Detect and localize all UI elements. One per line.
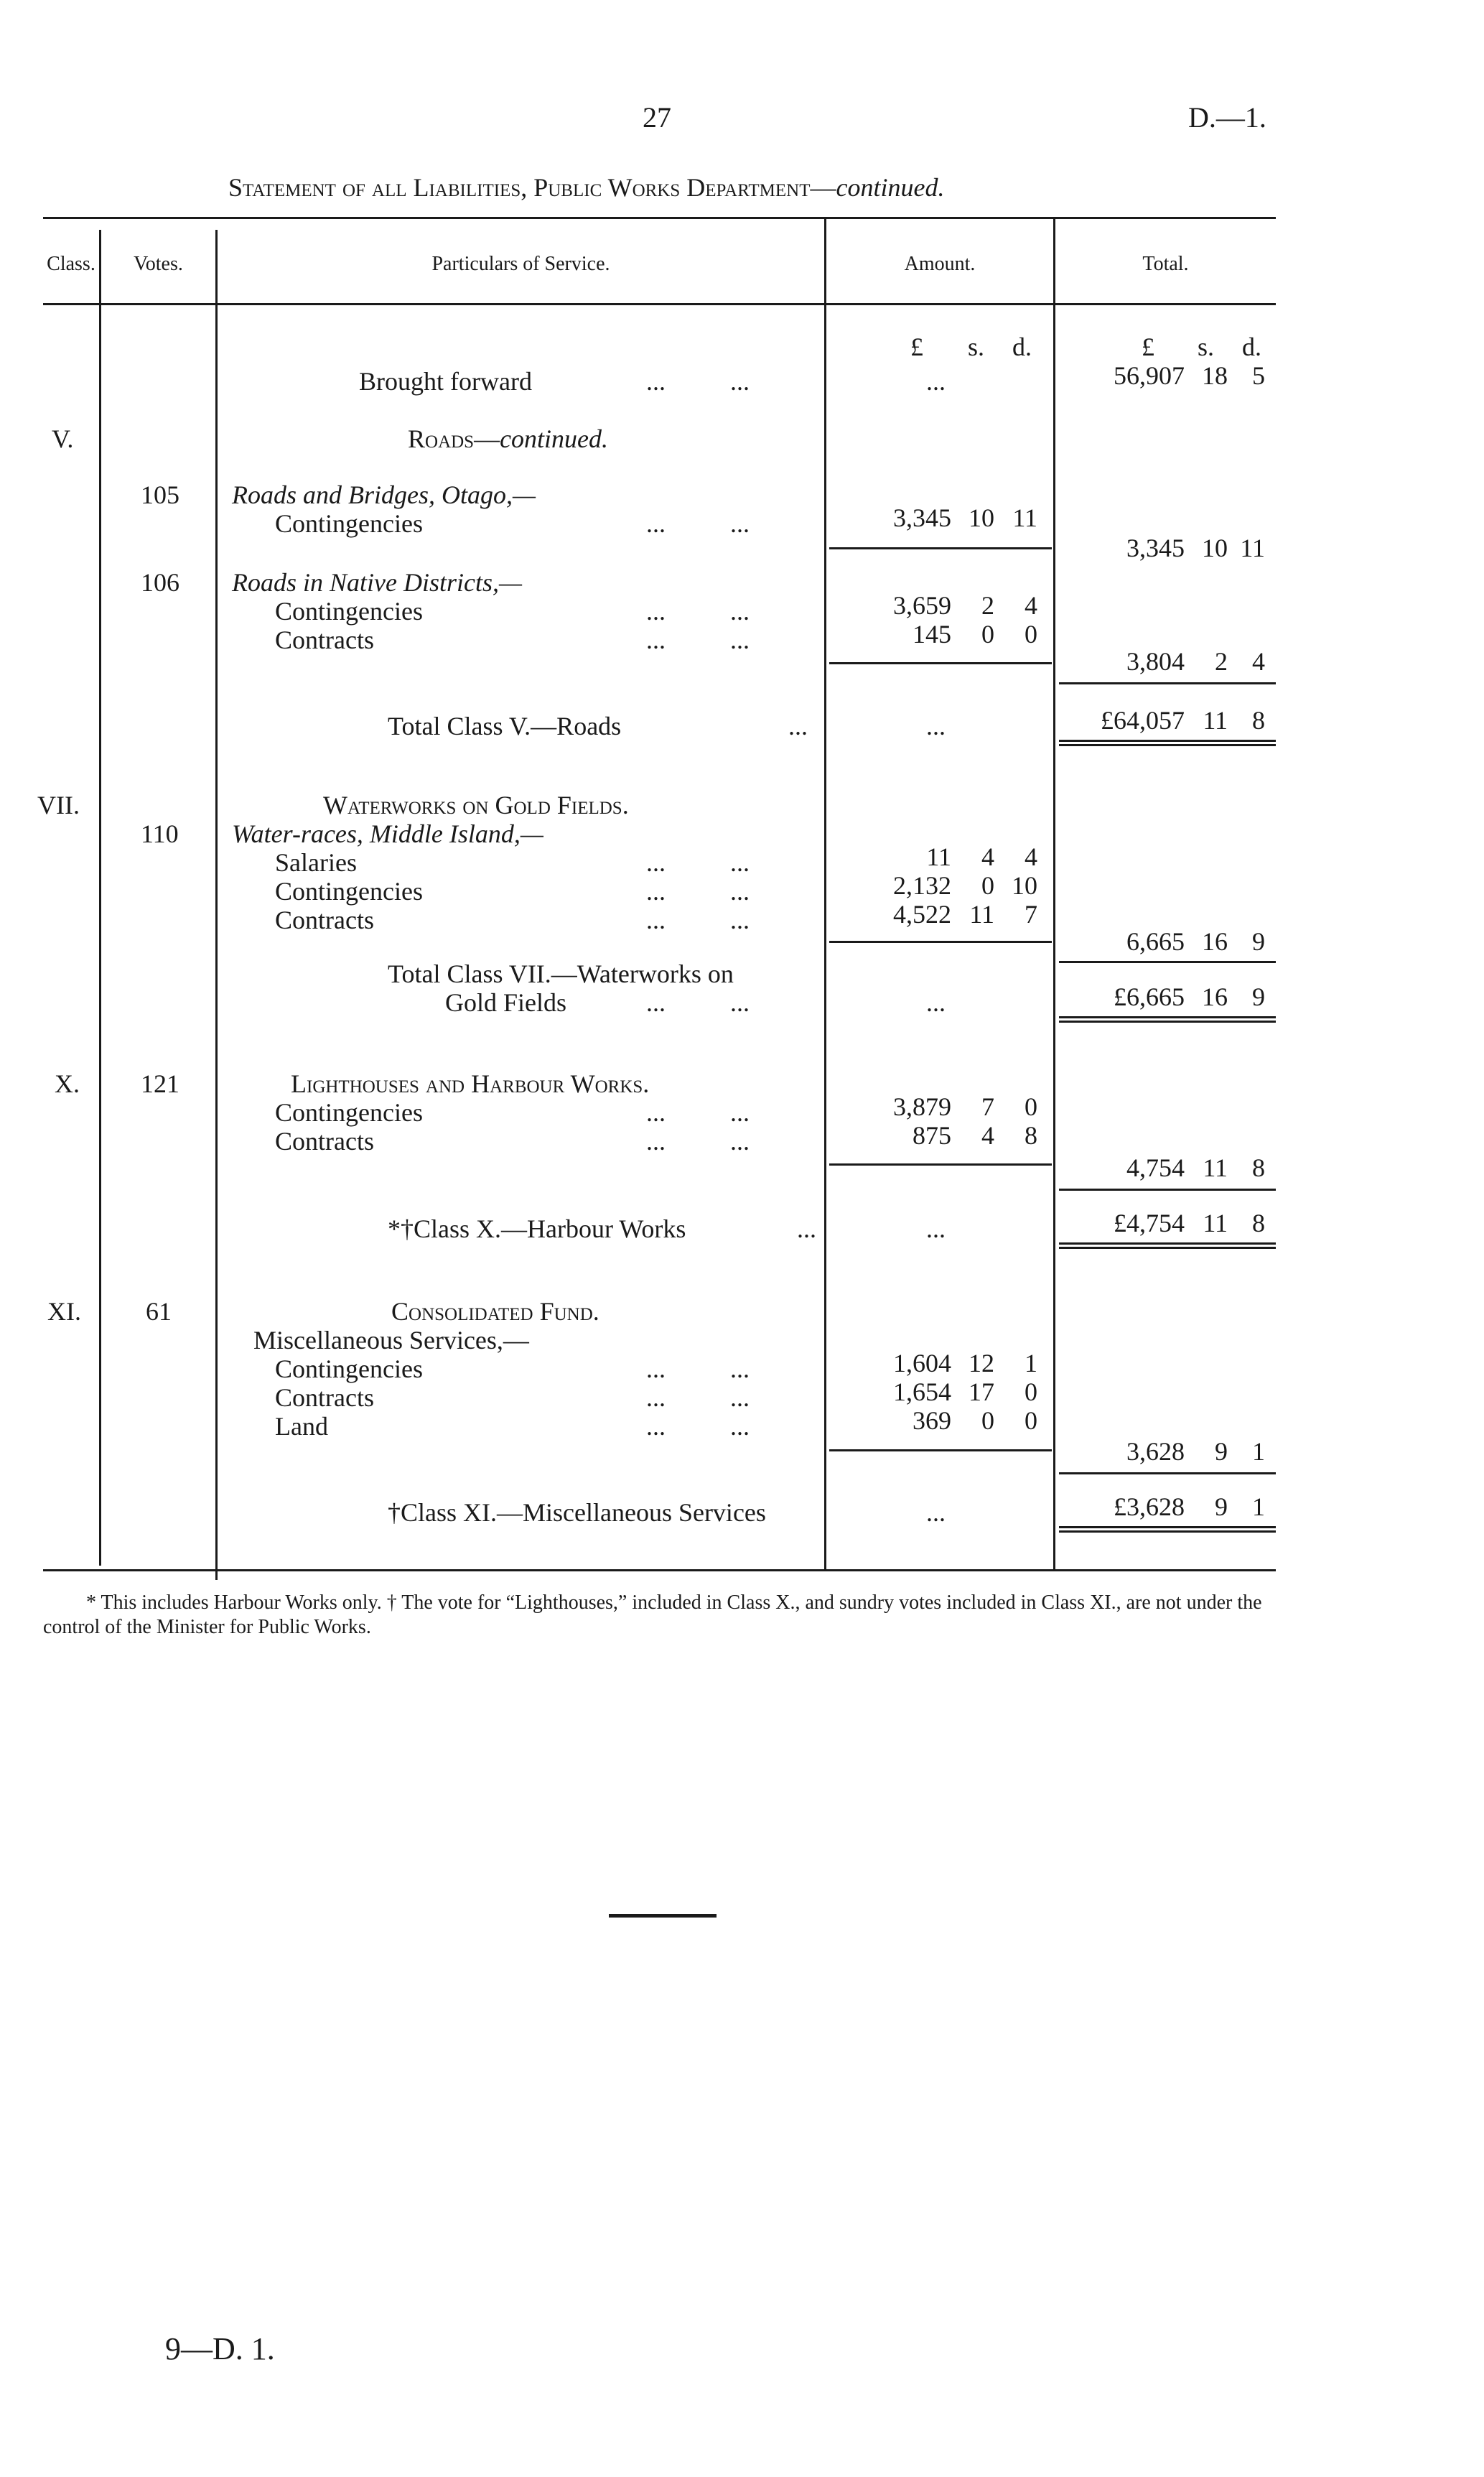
brought-forward-label: Brought forward	[359, 367, 532, 396]
class-x-total-d: 8	[1252, 1209, 1265, 1237]
class-v-total-dots: ...	[788, 712, 808, 740]
vote-110-item-2-s: 0	[981, 871, 994, 900]
class-xi-total-amount: ...	[926, 1498, 946, 1527]
class-x-label: X.	[55, 1069, 80, 1098]
class-x-total-s: 11	[1203, 1209, 1228, 1237]
vote-61-rule	[829, 1449, 1052, 1451]
vote-61-item-2-dots: ... ...	[646, 1383, 750, 1412]
vote-110-item-2-label: Contingencies	[275, 877, 423, 906]
class-v-subtotal-rule	[1059, 682, 1276, 684]
vote-105-number: 105	[141, 480, 179, 509]
vote-106-item-1-d: 4	[1025, 591, 1037, 620]
vote-61-total-d: 1	[1252, 1437, 1265, 1466]
amount-unit-pound: £	[910, 333, 923, 361]
printer-signature: 9—D. 1.	[165, 2331, 275, 2366]
vote-106-item-2-dots: ... ...	[646, 626, 750, 654]
vote-106-item-1-label: Contingencies	[275, 597, 423, 626]
vote-106-item-1-dots: ... ...	[646, 597, 750, 626]
vote-121-total-d: 8	[1252, 1153, 1265, 1182]
class-x-total-amount: ...	[926, 1214, 946, 1243]
class-vii-total-double-rule	[1059, 1016, 1276, 1023]
class-vii-total-label-line2: Gold Fields	[445, 988, 567, 1017]
vote-110-item-3-s: 11	[969, 900, 994, 929]
class-v-heading-name: Roads	[408, 424, 475, 453]
class-v-total-l: £64,057	[1101, 706, 1185, 735]
class-xi-total-s: 9	[1215, 1492, 1228, 1521]
vote-106-item-2-label: Contracts	[275, 626, 374, 654]
vote-110-item-3-dots: ... ...	[646, 906, 750, 934]
vote-105-title: Roads and Bridges, Otago,—	[232, 480, 536, 509]
vote-110-item-3-l: 4,522	[893, 900, 951, 929]
vote-121-number: 121	[141, 1069, 179, 1098]
vote-110-title: Water-races, Middle Island,—	[232, 819, 543, 848]
vote-121-item-2-l: 875	[913, 1121, 951, 1150]
total-unit-pence: d.	[1242, 333, 1261, 361]
vote-121-item-2-d: 8	[1025, 1121, 1037, 1150]
page-number: 27	[643, 101, 671, 134]
vote-61-total-l: 3,628	[1126, 1437, 1185, 1466]
column-divider-class	[99, 230, 101, 1566]
class-vii-total-s: 16	[1202, 982, 1228, 1011]
header-particulars: Particulars of Service.	[431, 253, 610, 275]
vote-61-number: 61	[146, 1297, 172, 1326]
vote-61-item-3-dots: ... ...	[646, 1412, 750, 1441]
vote-121-item-1-label: Contingencies	[275, 1098, 423, 1127]
vote-61-item-1-dots: ... ...	[646, 1354, 750, 1383]
vote-61-item-3-l: 369	[913, 1406, 951, 1435]
class-xi-total-double-rule	[1059, 1526, 1276, 1533]
class-xi-total-label: †Class XI.—Miscellaneous Services	[388, 1498, 766, 1527]
vote-61-item-1-l: 1,604	[893, 1349, 951, 1377]
vote-61-item-3-label: Land	[275, 1412, 328, 1441]
vote-106-item-2-l: 145	[913, 620, 951, 649]
vote-61-item-2-label: Contracts	[275, 1383, 374, 1412]
statement-title	[228, 172, 944, 203]
brought-forward-total-d: 5	[1252, 361, 1265, 390]
header-bottom-rule	[43, 303, 1276, 305]
total-unit-pound: £	[1142, 333, 1154, 361]
brought-forward-total-l: 56,907	[1114, 361, 1185, 390]
vote-110-item-2-l: 2,132	[893, 871, 951, 900]
vote-61-total-s: 9	[1215, 1437, 1228, 1466]
vote-121-item-1-dots: ... ...	[646, 1098, 750, 1127]
vote-121-item-2-dots: ... ...	[646, 1127, 750, 1156]
class-x-total-label: *†Class X.—Harbour Works	[388, 1214, 686, 1243]
vote-61-item-3-s: 0	[981, 1406, 994, 1435]
vote-110-item-3-d: 7	[1025, 900, 1037, 929]
vote-105-item-label: Contingencies	[275, 509, 423, 538]
vote-110-item-2-dots: ... ...	[646, 877, 750, 906]
class-v-label: V.	[52, 424, 74, 453]
vote-106-item-2-s: 0	[981, 620, 994, 649]
vote-121-item-2-label: Contracts	[275, 1127, 374, 1156]
vote-110-item-1-l: 11	[926, 842, 951, 871]
vote-61-item-3-d: 0	[1025, 1406, 1037, 1435]
vote-110-total-d: 9	[1252, 927, 1265, 956]
footnote: * This includes Harbour Works only. † The vote for “Lighthouses,” included in Class X., and sundry votes included in Class XI., are not under the control of the Minister for Public Works.	[43, 1591, 1262, 1638]
header-total: Total.	[1142, 253, 1189, 275]
vote-105-total-d: 11	[1240, 534, 1265, 562]
vote-106-item-1-s: 2	[981, 591, 994, 620]
header-votes: Votes.	[134, 253, 183, 275]
vote-106-total-d: 4	[1252, 647, 1265, 676]
vote-110-item-1-dots: ... ...	[646, 848, 750, 877]
vote-106-number: 106	[141, 568, 179, 597]
class-v-total-amount: ...	[926, 712, 946, 740]
header-class: Class.	[47, 253, 95, 275]
class-v-total-double-rule	[1059, 740, 1276, 746]
vote-110-number: 110	[141, 819, 179, 848]
column-divider-votes	[215, 230, 218, 1580]
vote-110-total-l: 6,665	[1126, 927, 1185, 956]
class-xi-subtotal-rule	[1059, 1472, 1276, 1474]
class-x-subtotal-rule	[1059, 1189, 1276, 1191]
vote-110-total-s: 16	[1202, 927, 1228, 956]
table-bottom-rule	[43, 1569, 1276, 1571]
vote-121-item-1-d: 0	[1025, 1092, 1037, 1121]
vote-105-total-l: 3,345	[1126, 534, 1185, 562]
class-x-total-double-rule	[1059, 1242, 1276, 1249]
vote-61-item-2-s: 17	[969, 1377, 994, 1406]
class-vii-total-amount: ...	[926, 988, 946, 1017]
amount-unit-shilling: s.	[968, 333, 985, 361]
vote-61-item-2-d: 0	[1025, 1377, 1037, 1406]
class-xi-subheading: Miscellaneous Services,—	[253, 1326, 529, 1354]
class-vii-label: VII.	[37, 791, 80, 819]
class-v-heading-continued: continued.	[500, 424, 609, 453]
vote-121-item-1-s: 7	[981, 1092, 994, 1121]
class-xi-total-l: £3,628	[1114, 1492, 1185, 1521]
vote-105-rule	[829, 547, 1052, 549]
vote-106-item-1-l: 3,659	[893, 591, 951, 620]
class-x-total-l: £4,754	[1114, 1209, 1185, 1237]
vote-105-amount-d: 11	[1012, 503, 1037, 532]
vote-121-item-2-s: 4	[981, 1121, 994, 1150]
vote-106-item-2-d: 0	[1025, 620, 1037, 649]
vote-105-total-s: 10	[1202, 534, 1228, 562]
amount-unit-pence: d.	[1012, 333, 1032, 361]
class-x-total-dots: ...	[797, 1214, 816, 1243]
vote-110-item-1-d: 4	[1025, 842, 1037, 871]
vote-61-item-1-d: 1	[1025, 1349, 1037, 1377]
end-rule	[609, 1914, 717, 1918]
column-divider-amount	[1053, 219, 1055, 1569]
vote-121-total-l: 4,754	[1126, 1153, 1185, 1182]
vote-105-item-dots: ... ...	[646, 509, 750, 538]
vote-61-item-1-label: Contingencies	[275, 1354, 423, 1383]
brought-forward-total-s: 18	[1202, 361, 1228, 390]
brought-forward-amount: ...	[926, 367, 946, 396]
title-prefix: Statement of all Liabilities, Public Works Department—	[228, 173, 836, 202]
vote-121-total-s: 11	[1203, 1153, 1228, 1182]
class-xi-total-d: 1	[1252, 1492, 1265, 1521]
vote-121-item-1-l: 3,879	[893, 1092, 951, 1121]
vote-105-amount-l: 3,345	[893, 503, 951, 532]
vote-61-item-1-s: 12	[969, 1349, 994, 1377]
class-v-total-label: Total Class V.—Roads	[388, 712, 622, 740]
table-top-rule	[43, 217, 1276, 219]
page-reference: D.—1.	[1188, 101, 1266, 134]
vote-121-rule	[829, 1163, 1052, 1166]
class-v-total-s: 11	[1203, 706, 1228, 735]
total-unit-shilling: s.	[1198, 333, 1215, 361]
vote-105-amount-s: 10	[969, 503, 994, 532]
vote-61-item-2-l: 1,654	[893, 1377, 951, 1406]
vote-106-rule	[829, 662, 1052, 664]
vote-110-item-1-label: Salaries	[275, 848, 357, 877]
class-vii-subtotal-rule	[1059, 961, 1276, 963]
class-v-total-d: 8	[1252, 706, 1265, 735]
class-v-heading: Roads—continued.	[408, 424, 609, 453]
title-suffix: continued.	[836, 173, 945, 202]
vote-110-rule	[829, 941, 1052, 943]
class-x-heading: Lighthouses and Harbour Works.	[291, 1069, 650, 1098]
vote-106-total-l: 3,804	[1126, 647, 1185, 676]
class-vii-total-l: £6,665	[1114, 982, 1185, 1011]
class-xi-heading: Consolidated Fund.	[391, 1297, 599, 1326]
class-vii-heading: Waterworks on Gold Fields.	[323, 791, 629, 819]
class-vii-total-d: 9	[1252, 982, 1265, 1011]
vote-110-item-1-s: 4	[981, 842, 994, 871]
vote-106-title: Roads in Native Districts,—	[232, 568, 522, 597]
class-vii-total-dots: ... ...	[646, 988, 750, 1017]
vote-110-item-2-d: 10	[1012, 871, 1037, 900]
class-xi-label: XI.	[47, 1297, 81, 1326]
column-divider-particulars	[824, 219, 826, 1569]
header-amount: Amount.	[904, 253, 976, 275]
brought-forward-dots: ... ...	[646, 367, 750, 396]
vote-106-total-s: 2	[1215, 647, 1228, 676]
vote-110-item-3-label: Contracts	[275, 906, 374, 934]
class-vii-total-label-line1: Total Class VII.—Waterworks on	[388, 959, 734, 988]
